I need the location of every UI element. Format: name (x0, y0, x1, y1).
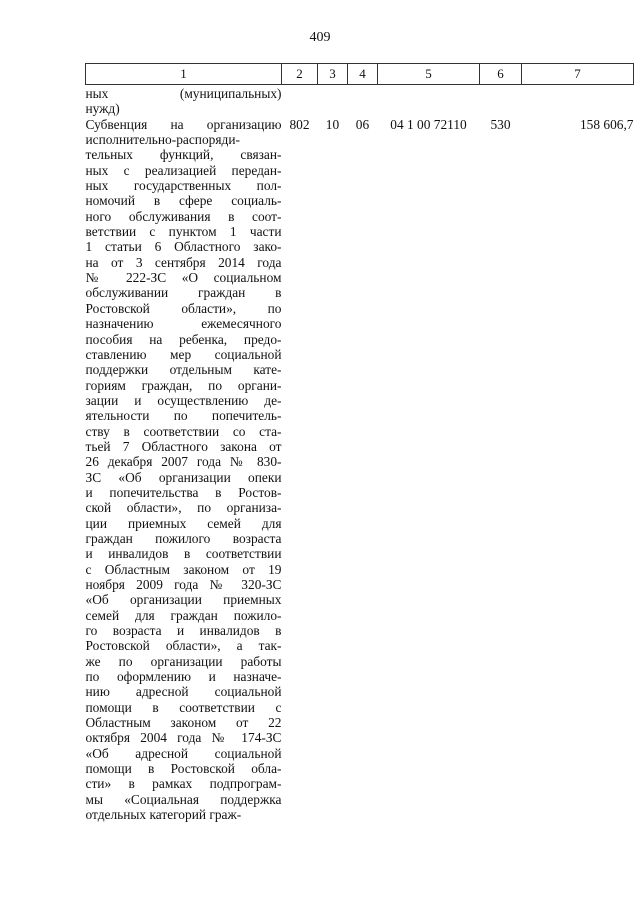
subsection-code: 06 (355, 116, 370, 132)
text-line: помощи в Ростовской обла- (85, 761, 282, 777)
header-col-3: 3 (318, 64, 348, 85)
text-line: тьей 7 Областного закона от (85, 438, 282, 454)
text-line: 26 декабря 2007 года № 830- (85, 454, 282, 470)
text-line: ству в соответствии со ста- (85, 423, 282, 439)
text-line: же по организации работы (85, 653, 282, 669)
table-row-continuation (86, 85, 634, 117)
text-line: граждан пожилого возраста (85, 530, 282, 546)
text-line: го возраста и инвалидов в (85, 623, 282, 639)
header-col-4: 4 (348, 64, 378, 85)
text-line: семей для граждан пожило- (85, 607, 282, 623)
text-line: ветствии с пунктом 1 части (85, 224, 282, 240)
text-line: на от 3 сентября 2014 года (85, 254, 282, 270)
table-row-subvention (86, 117, 634, 823)
text-line: назначению ежемесячного (85, 316, 282, 332)
text-line: № 222-ЗС «О социальном (85, 270, 282, 286)
section-code: 10 (325, 116, 340, 132)
text-line: отдельных категорий граж- (85, 807, 242, 823)
text-line: Областным законом от 22 (85, 715, 282, 731)
text-line: Субвенция на организацию (85, 116, 282, 132)
text-line: и попечительства в Ростов- (85, 484, 282, 500)
text-line: ных с реализацией передан- (85, 162, 282, 178)
text-line: Ростовской области», по (85, 300, 282, 316)
text-line: зации и осуществлению де- (85, 392, 282, 408)
text-line: исполнительно-распоряди- (85, 132, 240, 148)
text-line: номочий в сфере социаль- (85, 193, 282, 209)
text-line: нию адресной социальной (85, 684, 282, 700)
text-line: мы «Социальная поддержка (85, 791, 282, 807)
text-line: ного обслуживания в соот- (85, 208, 282, 224)
amount-value: 158 606,7 (579, 116, 634, 132)
text-line: поддержки отдельным кате- (85, 362, 282, 378)
text-line: октября 2004 года № 174-ЗС (85, 730, 282, 746)
table-header-row (86, 64, 634, 85)
text-line: ЗС «Об организации опеки (85, 469, 282, 485)
text-line: ской области», по организа- (85, 500, 282, 516)
header-col-5: 5 (378, 64, 480, 85)
header-col-1: 1 (86, 64, 282, 85)
text-line: «Об адресной социальной (85, 745, 282, 761)
text-line: «Об организации приемных (85, 592, 282, 608)
continuation-description (86, 85, 282, 117)
text-line: ноября 2009 года № 320-ЗС (85, 577, 282, 592)
text-line: Ростовской области», а так- (85, 638, 282, 654)
subvention-description (86, 117, 282, 823)
expense-type-code: 530 (490, 116, 511, 132)
text-line: и инвалидов в соответствии (85, 546, 282, 562)
text-line: ных (муниципальных) (85, 86, 282, 101)
page-number: 409 (309, 30, 331, 45)
text-line: по оформлению и назначе- (85, 669, 282, 685)
text-line: помощи в соответствии с (85, 699, 282, 715)
text-line: гориям граждан, по органи- (85, 377, 282, 393)
header-col-2: 2 (282, 64, 318, 85)
text-line: ставлению мер социальной (85, 346, 282, 362)
text-line: ных государственных пол- (85, 178, 282, 194)
text-line: нужд) (85, 101, 120, 117)
header-col-6: 6 (480, 64, 522, 85)
text-line: 1 статьи 6 Областного зако- (85, 239, 282, 255)
text-line: сти» в рамках подпрограм- (85, 776, 282, 792)
text-line: с Областным законом от 19 (85, 561, 282, 577)
ministry-code: 802 (289, 116, 310, 132)
text-line: ции приемных семей для (85, 515, 282, 531)
text-line: обслуживании граждан в (85, 285, 282, 301)
text-line: тельных функций, связан- (85, 147, 282, 163)
budget-table (85, 63, 634, 823)
target-article-code: 04 1 00 72110 (390, 116, 467, 132)
text-line: ятельности по попечитель- (85, 408, 282, 424)
text-line: пособия на ребенка, предо- (85, 331, 282, 347)
header-col-7: 7 (522, 64, 634, 85)
